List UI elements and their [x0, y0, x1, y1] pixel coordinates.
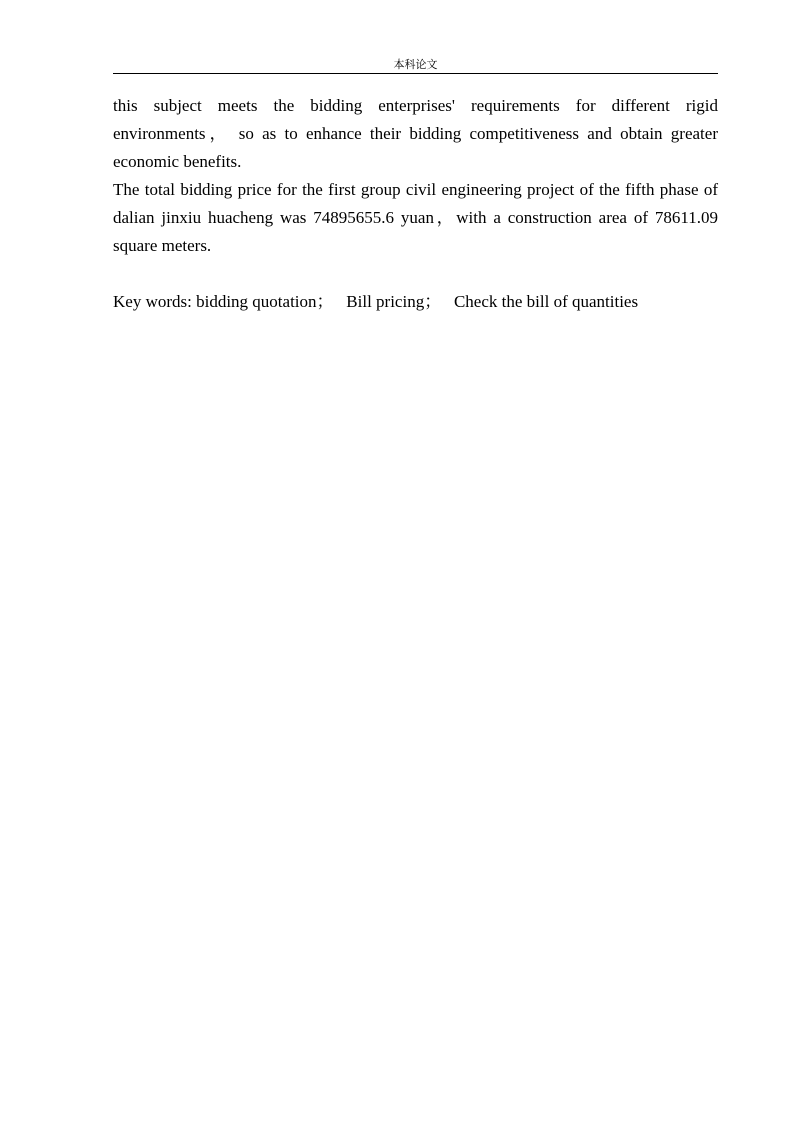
abstract-paragraph-2: The total bidding price for the first group civil engineering project of the fifth phase of dalian jinxiu huacheng was 74895655.6 yuan，with a construction area of 78611.09 square meters.: [113, 180, 718, 255]
keyword-item-1: bidding quotation；: [196, 292, 334, 311]
keywords-line: [113, 288, 718, 316]
keyword-item-3: Check the bill of quantities: [453, 292, 639, 311]
keyword-item-2: Bill pricing；: [346, 292, 442, 311]
header-divider: [113, 73, 718, 74]
abstract-body: [113, 92, 718, 316]
abstract-paragraph-1: this subject meets the bidding enterprises' requirements for different rigid environments， so as to enhance their bidding competitiveness and obtain greater economic benefits.: [113, 96, 718, 171]
paragraph-spacer: [113, 260, 718, 288]
keywords-label: Key words:: [113, 292, 197, 311]
running-header: 本科论文: [393, 58, 438, 71]
